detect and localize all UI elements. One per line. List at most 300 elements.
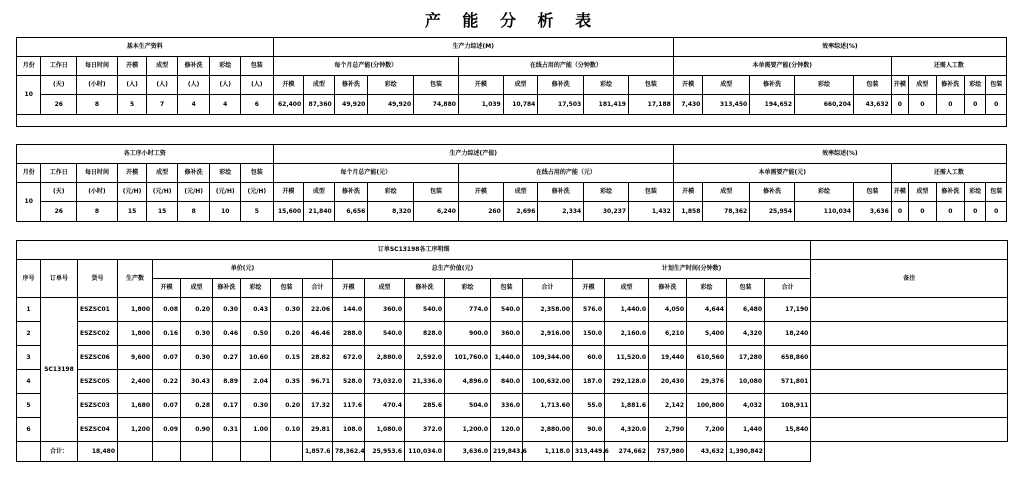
value-cell: 660,204 [795,95,854,115]
price-cell: 30.43 [181,370,213,394]
time-cell: 292,128.0 [605,370,649,394]
value-cell: 10 [210,202,241,222]
value-cell: 0 [986,202,1007,222]
unit-label: (元/H) [117,183,147,202]
unit-label: (元/H) [241,183,274,202]
value-cell: 181,419 [584,95,629,115]
seq-cell: 1 [17,298,41,322]
total-time: 313,449.6 [573,442,605,462]
sub-col: 开模 [333,279,365,298]
col-total-value: 总生产价值(元) [333,260,573,279]
basic-info-header: 基本生产资料 [17,38,274,57]
value-cell: 8 [177,202,210,222]
value-cell: 8,320 [368,202,414,222]
price-cell: 1.00 [241,418,271,442]
value-cell: 4,896.0 [445,370,491,394]
time-cell: 4,320.0 [605,418,649,442]
value-cell: 0 [936,95,965,115]
item-code: ESZSC06 [78,346,118,370]
time-cell: 658,860 [765,346,811,370]
proc-label: 开模 [673,76,703,95]
time-cell: 4,032 [727,394,765,418]
price-cell: 0.43 [241,298,271,322]
value-cell: 15,600 [273,202,304,222]
price-cell: 0.27 [213,346,241,370]
price-cell: 0.15 [271,346,303,370]
value-cell: 672.0 [333,346,365,370]
col-proc: 修补洗 [177,57,210,76]
sub-col: 合计 [765,279,811,298]
proc-label: 彩绘 [965,76,986,95]
unit-label: (元/H) [210,183,241,202]
value-cell: 101,760.0 [445,346,491,370]
value-cell: 117.6 [333,394,365,418]
value-cell: 109,344.00 [523,346,573,370]
value-cell: 62,400 [273,95,304,115]
time-cell: 5,400 [687,322,727,346]
proc-label: 修补洗 [334,183,368,202]
seq-cell: 3 [17,346,41,370]
online-capacity-header: 在线占用的产能（分钟数） [458,57,673,76]
spacer-row [17,115,1007,127]
proc-label: 彩绘 [584,76,629,95]
proc-label: 包装 [854,183,892,202]
total-blank [17,442,41,462]
sub-col: 修补洗 [649,279,687,298]
value-cell: 100,632.00 [523,370,573,394]
remarks-cell [811,394,1008,418]
proc-label: 成型 [503,183,538,202]
time-cell: 17,280 [727,346,765,370]
sub-col: 成型 [181,279,213,298]
value-cell: 10,784 [503,95,538,115]
total-row [17,442,1008,462]
col-unit-price: 单价(元) [153,260,333,279]
remarks-cell [811,346,1008,370]
time-cell: 4,320 [727,322,765,346]
col-proc: 彩绘 [210,164,241,183]
proc-label: 开模 [273,183,304,202]
time-cell: 610,560 [687,346,727,370]
seq-cell: 6 [17,418,41,442]
seq-cell: 4 [17,370,41,394]
value-cell: 372.0 [405,418,445,442]
proc-label: 包装 [986,76,1007,95]
time-cell: 10,080 [727,370,765,394]
total-quantity: 18,480 [78,442,118,462]
total-time: 274,662 [605,442,649,462]
col-daily-hours: 每日时间 [77,57,118,76]
price-cell: 0.30 [241,394,271,418]
time-cell: 17,190 [765,298,811,322]
item-code: ESZSC05 [78,370,118,394]
capacity-value-header: 生产力综述(产值) [273,145,673,164]
value-cell: 360.0 [491,322,523,346]
table-row [17,298,1008,322]
online-value-header: 在线占用的产能（元） [458,164,673,183]
total-time: 1,118.0 [523,442,573,462]
value-cell: 313,450 [703,95,750,115]
value-cell: 540.0 [365,322,405,346]
remarks-cell [811,370,1008,394]
value-cell: 87,360 [304,95,335,115]
table-row [17,346,1008,370]
value-cell: 285.6 [405,394,445,418]
total-blank [241,442,271,462]
time-cell: 2,790 [649,418,687,442]
col-workdays: 工作日 [41,164,77,183]
value-cell: 540.0 [405,298,445,322]
item-code: ESZSC02 [78,322,118,346]
price-cell: 0.30 [271,298,303,322]
time-cell: 19,440 [649,346,687,370]
value-cell: 110,034 [795,202,854,222]
unit-label: (小时) [77,76,118,95]
order-value-header: 本单需要产能(元) [673,164,891,183]
proc-label: 成型 [503,76,538,95]
value-cell: 73,032.0 [365,370,405,394]
proc-label: 彩绘 [795,183,854,202]
proc-label: 开模 [458,183,503,202]
quantity-cell: 1,800 [118,322,153,346]
page-title: 产 能 分 析 表 [424,11,600,30]
quantity-cell: 9,600 [118,346,153,370]
time-cell: 187.0 [573,370,605,394]
time-cell: 11,520.0 [605,346,649,370]
value-cell: 3,636 [854,202,892,222]
proc-label: 成型 [909,76,936,95]
sub-col: 包装 [491,279,523,298]
capacity-minutes-table [16,37,1007,127]
price-cell: 0.30 [181,346,213,370]
item-code: ESZSC01 [78,298,118,322]
col-seq: 序号 [17,260,41,298]
sub-col: 包装 [727,279,765,298]
total-value: 78,362.4 [333,442,365,462]
time-cell: 100,800 [687,394,727,418]
col-daily-hours: 每日时间 [77,164,118,183]
value-cell: 288.0 [333,322,365,346]
value-cell: 4 [177,95,210,115]
time-cell: 6,210 [649,322,687,346]
value-cell: 1,713.60 [523,394,573,418]
col-planned-time: 计划生产时间(分钟数) [573,260,811,279]
table-row [17,418,1008,442]
total-value: 3,636.0 [445,442,491,462]
proc-label: 修补洗 [538,76,584,95]
proc-label: 开模 [273,76,304,95]
sub-col: 开模 [573,279,605,298]
price-cell: 0.07 [153,346,181,370]
proc-label: 修补洗 [936,183,965,202]
value-cell: 21,840 [304,202,335,222]
total-blank [153,442,181,462]
price-cell: 0.07 [153,394,181,418]
value-cell: 2,880.0 [365,346,405,370]
value-cell: 840.0 [491,370,523,394]
value-cell: 43,632 [854,95,892,115]
order-detail-table [16,240,1008,462]
value-cell: 5 [241,202,274,222]
monthly-capacity-header: 每个月总产能(分钟数） [273,57,458,76]
time-cell: 29,376 [687,370,727,394]
value-cell: 0 [891,202,908,222]
value-cell: 336.0 [491,394,523,418]
col-quantity: 生产数 [118,260,153,298]
value-cell: 1,200.0 [445,418,491,442]
value-cell: 30,237 [584,202,629,222]
value-cell: 15 [147,202,178,222]
value-cell: 6,656 [334,202,368,222]
value-cell: 144.0 [333,298,365,322]
price-cell: 10.60 [241,346,271,370]
col-proc: 成型 [147,164,178,183]
sub-col: 合计 [523,279,573,298]
proc-label: 彩绘 [368,183,414,202]
item-code: ESZSC03 [78,394,118,418]
value-cell: 2,696 [503,202,538,222]
table-row [17,322,1008,346]
item-code: ESZSC04 [78,418,118,442]
order-detail-header: 订单SC13198各工序明细 [17,241,811,260]
col-proc: 包装 [241,164,274,183]
value-cell: 900.0 [445,322,491,346]
price-cell: 0.28 [181,394,213,418]
price-cell: 2.04 [241,370,271,394]
time-cell: 1,440.0 [605,298,649,322]
sub-col: 开模 [153,279,181,298]
value-cell: 8 [77,95,118,115]
value-cell: 0 [965,202,986,222]
total-value: 25,953.6 [365,442,405,462]
sub-col: 彩绘 [687,279,727,298]
sub-col: 修补洗 [213,279,241,298]
proc-label: 彩绘 [795,76,854,95]
workers-needed-header: 还需人工数 [891,57,1006,76]
total-blank [181,442,213,462]
sub-col: 修补洗 [405,279,445,298]
time-cell: 18,240 [765,322,811,346]
price-cell: 0.31 [213,418,241,442]
value-cell: 0 [909,202,936,222]
col-proc: 修补洗 [177,164,210,183]
proc-label: 成型 [304,183,335,202]
proc-label: 修补洗 [334,76,368,95]
price-cell: 0.22 [153,370,181,394]
col-workdays: 工作日 [41,57,77,76]
time-cell: 20,430 [649,370,687,394]
order-rows [17,298,1008,442]
value-cell: 26 [41,95,77,115]
seq-cell: 5 [17,394,41,418]
sub-col: 彩绘 [445,279,491,298]
price-cell: 0.08 [153,298,181,322]
proc-label: 成型 [909,183,936,202]
value-cell: 74,880 [414,95,459,115]
order-number: SC13198 [41,298,78,442]
time-cell: 60.0 [573,346,605,370]
price-cell: 17.32 [303,394,333,418]
value-cell: 2,358.00 [523,298,573,322]
total-blank [271,442,303,462]
value-cell: 0 [936,202,965,222]
table-row [17,370,1008,394]
price-cell: 96.71 [303,370,333,394]
value-cell: 26 [41,202,77,222]
sub-col: 包装 [271,279,303,298]
col-proc: 开模 [117,164,147,183]
proc-label: 包装 [414,76,459,95]
col-order-no: 订单号 [41,260,78,298]
value-cell: 5 [117,95,147,115]
quantity-cell: 1,680 [118,394,153,418]
unit-label: (天) [41,76,77,95]
value-cell: 2,880.00 [523,418,573,442]
price-cell: 46.46 [303,322,333,346]
proc-label: 彩绘 [368,76,414,95]
order-capacity-header: 本单需要产能(分钟数) [673,57,891,76]
unit-label: (人) [241,76,274,95]
value-cell: 504.0 [445,394,491,418]
proc-label: 成型 [703,183,750,202]
total-label: 合计： [41,442,78,462]
value-cell: 25,954 [750,202,795,222]
value-cell: 0 [965,95,986,115]
proc-label: 开模 [891,183,908,202]
col-proc: 彩绘 [210,57,241,76]
sub-col: 合计 [303,279,333,298]
price-cell: 0.46 [213,322,241,346]
unit-label: (天) [41,183,77,202]
value-cell: 21,336.0 [405,370,445,394]
quantity-cell: 2,400 [118,370,153,394]
value-cell: 360.0 [365,298,405,322]
time-cell: 90.0 [573,418,605,442]
proc-label: 包装 [854,76,892,95]
proc-label: 包装 [414,183,459,202]
proc-label: 修补洗 [750,76,795,95]
remarks-cell [811,418,1008,442]
value-cell: 6 [241,95,274,115]
time-cell: 15,840 [765,418,811,442]
remarks-cell [811,322,1008,346]
unit-label: (人) [147,76,178,95]
value-cell: 120.0 [491,418,523,442]
unit-label: (元/H) [177,183,210,202]
proc-label: 包装 [986,183,1007,202]
col-proc: 包装 [241,57,274,76]
unit-label: (人) [177,76,210,95]
price-cell: 0.90 [181,418,213,442]
value-cell: 1,440.0 [491,346,523,370]
value-cell: 0 [891,95,908,115]
col-month: 月份 [17,164,41,183]
remarks-cell [811,298,1008,322]
value-cell: 194,652 [750,95,795,115]
value-cell: 108.0 [333,418,365,442]
value-cell: 0 [986,95,1007,115]
proc-label: 彩绘 [965,183,986,202]
col-proc: 开模 [117,57,147,76]
price-cell: 0.20 [271,322,303,346]
total-time: 757,980 [649,442,687,462]
time-cell: 108,911 [765,394,811,418]
value-cell: 2,334 [538,202,584,222]
value-cell: 470.4 [365,394,405,418]
proc-label: 修补洗 [750,183,795,202]
value-cell: 49,920 [368,95,414,115]
proc-label: 成型 [703,76,750,95]
proc-label: 开模 [458,76,503,95]
col-month: 月份 [17,57,41,76]
value-cell: 828.0 [405,322,445,346]
time-cell: 4,644 [687,298,727,322]
efficiency-header: 效率综述(%) [673,38,1006,57]
value-cell: 0 [909,95,936,115]
time-cell: 1,881.6 [605,394,649,418]
value-cell: 17,503 [538,95,584,115]
price-cell: 0.16 [153,322,181,346]
value-cell: 540.0 [491,298,523,322]
unit-label: (小时) [77,183,118,202]
time-cell: 1,440 [727,418,765,442]
col-item-no: 货号 [78,260,118,298]
value-cell: 17,188 [628,95,673,115]
workers-needed-header: 还需人工数 [891,164,1006,183]
value-cell: 7 [147,95,178,115]
time-cell: 571,801 [765,370,811,394]
price-cell: 0.30 [181,322,213,346]
header-blank [811,241,1008,260]
sub-col: 成型 [605,279,649,298]
time-cell: 150.0 [573,322,605,346]
efficiency-header: 效率综述(%) [673,145,1006,164]
table-row [17,394,1008,418]
value-cell: 260 [458,202,503,222]
col-remarks: 备注 [811,260,1008,298]
price-cell: 0.35 [271,370,303,394]
price-cell: 0.50 [241,322,271,346]
price-cell: 0.20 [181,298,213,322]
total-value: 1,857.6 [303,442,333,462]
time-cell: 6,480 [727,298,765,322]
price-cell: 0.30 [213,298,241,322]
proc-label: 开模 [891,76,908,95]
hourly-wage-header: 各工序小时工资 [17,145,274,164]
time-cell: 7,200 [687,418,727,442]
value-cell: 2,592.0 [405,346,445,370]
value-cell: 774.0 [445,298,491,322]
month-value: 10 [17,76,41,115]
value-cell: 8 [77,202,118,222]
time-cell: 2,142 [649,394,687,418]
total-value: 110,034.0 [405,442,445,462]
sub-col: 彩绘 [241,279,271,298]
proc-label: 彩绘 [584,183,629,202]
proc-label: 成型 [304,76,335,95]
monthly-value-header: 每个月总产能(元） [273,164,458,183]
value-cell: 7,430 [673,95,703,115]
quantity-cell: 1,200 [118,418,153,442]
price-cell: 0.20 [271,394,303,418]
total-value: 219,843.6 [491,442,523,462]
value-cell: 15 [117,202,147,222]
value-cell: 1,858 [673,202,703,222]
proc-label: 开模 [673,183,703,202]
unit-label: (人) [210,76,241,95]
col-proc: 成型 [147,57,178,76]
unit-label: (人) [117,76,147,95]
